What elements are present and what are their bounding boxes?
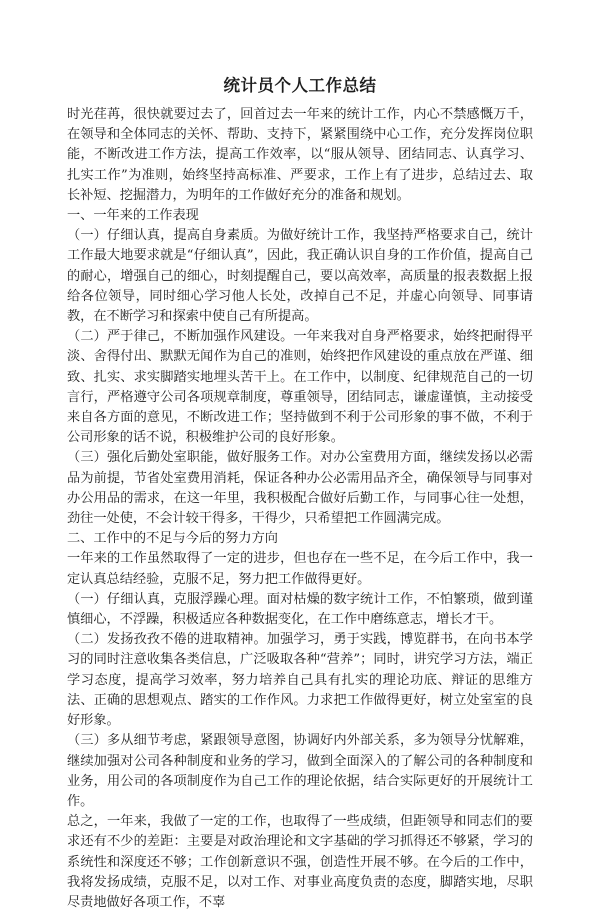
section-1-item-1: （一）仔细认真，提高自身素质。为做好统计工作，我坚持严格要求自己，统计工作最大地要求就是“仔细认真”，因此，我正确认识自身的工作价值，提高自己的耐心，增强自己的细心，时刻提醒自己，要以高效率，高质量的报表数据上报给各位领导，同时细心学习他人长处，改掉自己不足，并虚心向领导、同事请教，在不断学习和探索中使自己有所提高。 [67, 228, 533, 325]
section-2-item-2: （二）发扬孜孜不倦的进取精神。加强学习，勇于实践，博览群书，在向书本学习的同时注意收集各类信息，广泛吸取各种“营养”；同时，讲究学习方法，端正学习态度，提高学习效率，努力培养自己具有扎实的理论功底、辩证的思维方法、正确的思想观点、踏实的工作作风。力求把工作做得更好，树立处室室的良好形象。 [67, 632, 533, 729]
intro-paragraph: 时光荏苒，很快就要过去了，回首过去一年来的统计工作，内心不禁感慨万千，在领导和全体同志的关怀、帮助、支持下，紧紧围绕中心工作，充分发挥岗位职能，不断改进工作方法，提高工作效率，以“服从领导、团结同志、认真学习、扎实工作”为准则，始终坚持高标准、严要求，工作上有了进步，总结过去、取长补短、挖掘潜力，为明年的工作做好充分的准备和规划。 [67, 107, 533, 203]
section-heading-1: 一、一年来的工作表现 [67, 208, 199, 224]
section-2-intro: 一年来的工作虽然取得了一定的进步，但也存在一些不足，在今后工作中，我一定认真总结经验，克服不足，努力把工作做得更好。 [67, 551, 533, 587]
document-title: 统计员个人工作总结 [223, 76, 377, 95]
section-2-item-3: （三）多从细节考虑，紧跟领导意图，协调好内外部关系，多为领导分忧解难，继续加强对公司各种制度和业务的学习，做到全面深入的了解公司的各种制度和业务，用公司的各项制度作为自己工作的理论依据，结合实际更好的开展统计工作。 [67, 733, 533, 809]
section-heading-2: 二、工作中的不足与今后的努力方向 [67, 531, 278, 547]
conclusion-paragraph: 总之，一年来，我做了一定的工作，也取得了一些成绩，但距领导和同志们的要求还有不少的差距：主要是对政治理论和文字基础的学习抓得还不够紧，学习的系统性和深度还不够；工作创新意识不强，创造性开展不够。在今后的工作中，我将发扬成绩，克服不足，以对工作、对事业高度负责的态度，脚踏实地，尽职尽责地做好各项工作，不辜 [67, 814, 533, 910]
section-1-item-2: （二）严于律己，不断加强作风建设。一年来我对自身严格要求，始终把耐得平淡、舍得付出、默默无闻作为自己的准则，始终把作风建设的重点放在严谨、细致、扎实、求实脚踏实地埋头苦干上。在工作中，以制度、纪律规范自己的一切言行，严格遵守公司各项规章制度，尊重领导，团结同志，谦虚谨慎，主动接受来自各方面的意见，不断改进工作；坚持做到不利于公司形象的事不做，不利于公司形象的话不说，积极维护公司的良好形象。 [67, 329, 533, 446]
section-1-item-3: （三）强化后勤处室职能，做好服务工作。对办公室费用方面，继续发扬以必需品为前提，节省处室费用消耗，保证各种办公必需用品齐全，确保领导与同事对办公用品的需求，在这一年里，我积极配合做好后勤工作，与同事心往一处想，劲往一处使，不会计较干得多，干得少，只希望把工作圆满完成。 [67, 450, 533, 527]
section-2-item-1: （一）仔细认真，克服浮躁心理。面对枯燥的数字统计工作，不怕繁琐，做到谨慎细心，不浮躁，积极适应各种数据变化，在工作中磨练意志，增长才干。 [67, 591, 533, 628]
